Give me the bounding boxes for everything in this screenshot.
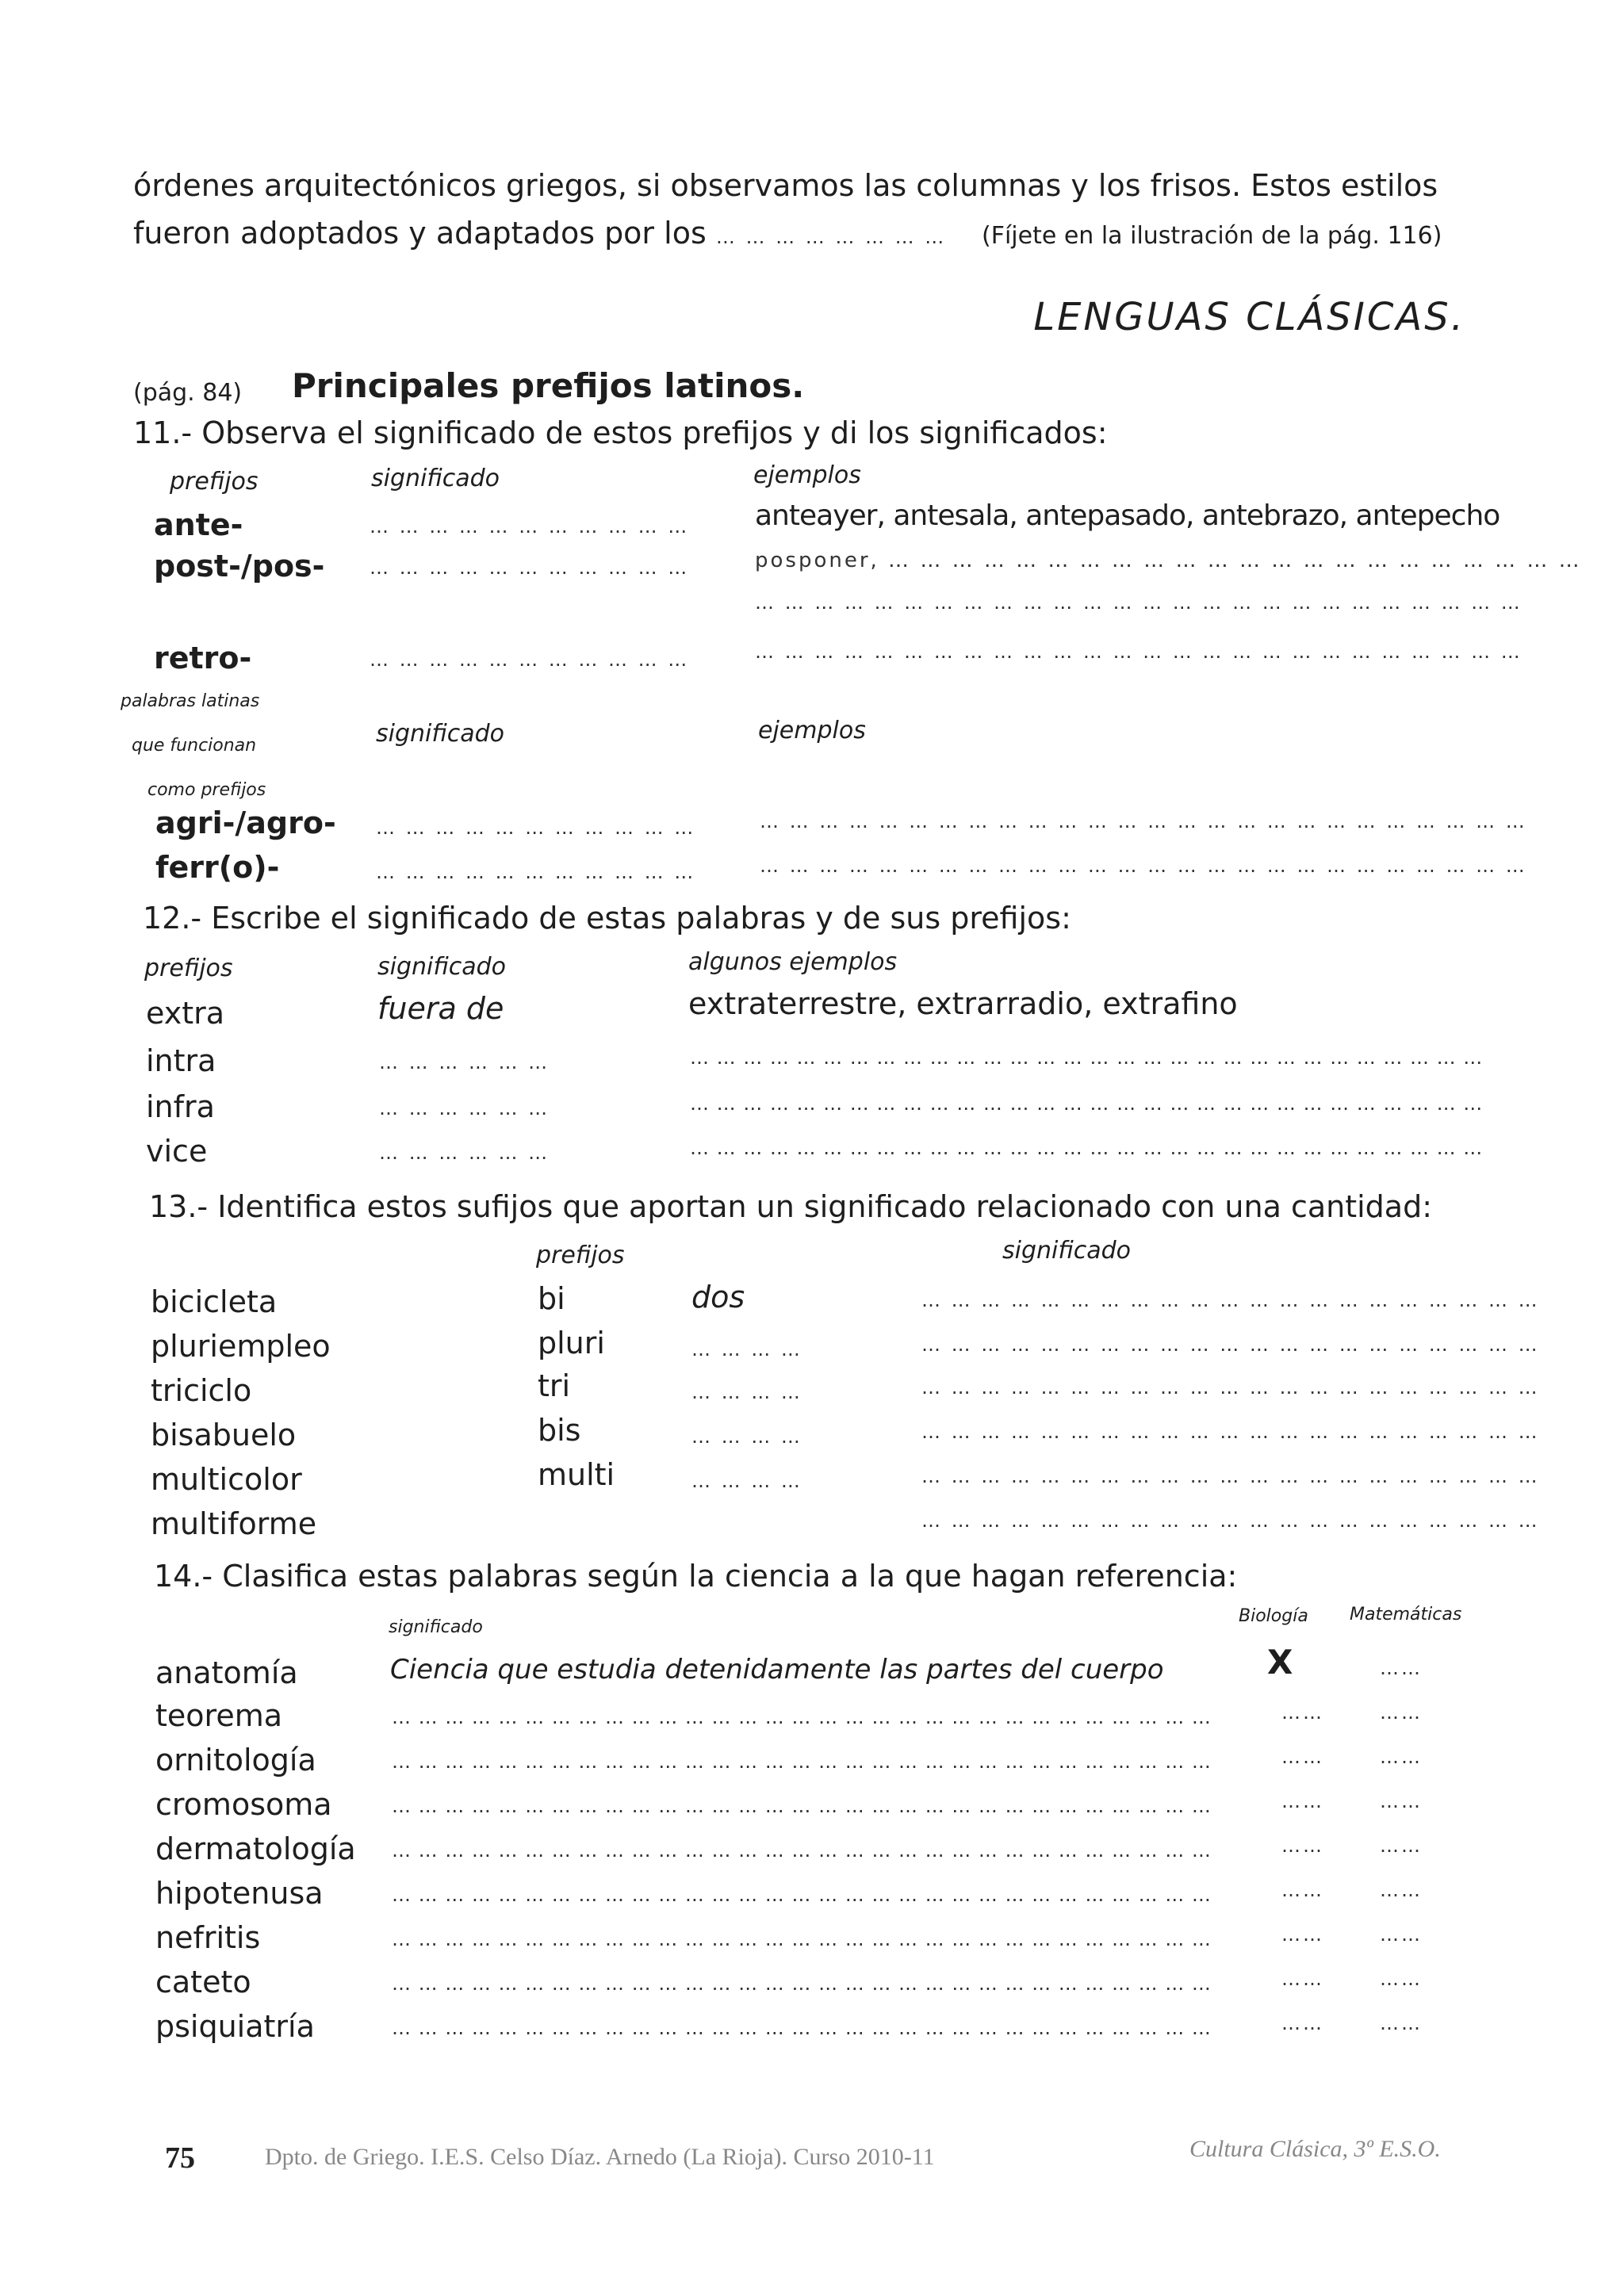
ex13-short: dos — [691, 1280, 745, 1314]
ex13-long: … … … … … … … … … … … … … … … … … … … … … — [921, 1510, 1540, 1532]
ex14-word: ornitología — [155, 1743, 316, 1777]
ex13-long: … … … … … … … … … … … … … … … … … … … … … — [921, 1376, 1540, 1399]
ex12-prefix-extra: extra — [146, 996, 225, 1031]
ex13-prefix: bis — [538, 1413, 581, 1448]
ex12-col-prefijos: prefijos — [144, 955, 233, 982]
ex14-meaning: … … … … … … … … … … … … … … … … … … … … … … … … … … … … … … … — [392, 1751, 1212, 1773]
ex14-bio: …… — [1281, 1701, 1324, 1724]
latin-examples-ferr: … … … … … … … … … … … … … … … … … … … … … … … … … … — [760, 855, 1527, 877]
latin-meaning-agri: … … … … … … … … … … … — [376, 817, 696, 839]
ex12-examples-extra: extraterrestre, extrarradio, extrafino — [688, 986, 1238, 1021]
latin-label-2: que funcionan — [132, 736, 257, 756]
ex14-bio: …… — [1281, 1790, 1324, 1812]
ex14-meaning: Ciencia que estudia detenidamente las partes del cuerpo — [390, 1654, 1164, 1686]
ex13-short: … … … … — [691, 1470, 802, 1492]
ex14-meaning: … … … … … … … … … … … … … … … … … … … … … … … … … … … … … … … — [392, 1795, 1212, 1817]
ex12-prefix-vice: vice — [146, 1134, 208, 1169]
ex14-mat: …… — [1380, 1923, 1423, 1946]
ex14-mat: …… — [1380, 1790, 1423, 1812]
ex11-col-significado: significado — [371, 465, 500, 492]
ex14-mat: …… — [1380, 1657, 1423, 1679]
latin-col-significado: significado — [376, 720, 505, 748]
ex12-prefix-infra: infra — [146, 1089, 215, 1124]
section-title: LENGUAS CLÁSICAS. — [1033, 295, 1465, 339]
intro-line-2-text: fueron adoptados y adaptados por los — [133, 216, 707, 251]
ex14-col-mat: Matemáticas — [1350, 1605, 1462, 1624]
ex13-long: … … … … … … … … … … … … … … … … … … … … … — [921, 1465, 1540, 1487]
ex11-prefix-ante: ante- — [154, 507, 243, 542]
ex14-word: nefritis — [155, 1920, 261, 1955]
ex13-long: … … … … … … … … … … … … … … … … … … … … … — [921, 1421, 1540, 1443]
ex11-meaning-ante: … … … … … … … … … … … — [370, 515, 690, 538]
ex11-meaning-retro: … … … … … … … … … … … — [370, 649, 690, 671]
intro-blank: … … … … … … … … — [715, 226, 947, 248]
ex13-short: … … … … — [691, 1381, 802, 1403]
ex12-col-significado: significado — [377, 953, 507, 981]
ex13-long: … … … … … … … … … … … … … … … … … … … … … — [921, 1289, 1540, 1311]
ex13-long: … … … … … … … … … … … … … … … … … … … … … — [921, 1334, 1540, 1356]
page-ref: (pág. 84) — [133, 379, 243, 407]
ex14-bio: …… — [1281, 2012, 1324, 2034]
ex14-word: anatomía — [155, 1655, 298, 1690]
ex14-mat: …… — [1380, 1879, 1423, 1901]
ex14-word: teorema — [155, 1698, 282, 1733]
ex13-prefix: tri — [538, 1368, 571, 1403]
ex14-word: psiquiatría — [155, 2009, 315, 2044]
ex14-meaning: … … … … … … … … … … … … … … … … … … … … … … … … … … … … … … … — [392, 1973, 1212, 1995]
ex11-examples-post-2: … … … … … … … … … … … … … … … … … … … … … … … … … … — [755, 591, 1522, 614]
latin-examples-agri: … … … … … … … … … … … … … … … … … … … … … … … … … … — [760, 810, 1527, 832]
ex14-meaning: … … … … … … … … … … … … … … … … … … … … … … … … … … … … … … … — [392, 2017, 1212, 2039]
ex14-bio: …… — [1281, 1835, 1324, 1857]
latin-prefix-ferr: ferr(o)- — [155, 850, 280, 885]
ex14-bio-mark: X — [1267, 1643, 1293, 1682]
intro-note: (Fíjete en la ilustración de la pág. 116) — [982, 222, 1442, 250]
latin-label-1: palabras latinas — [121, 691, 260, 711]
ex13-word: multiforme — [151, 1506, 317, 1541]
ex12-title: 12.- Escribe el significado de estas palabras y de sus prefijos: — [143, 901, 1071, 936]
ex13-prefix: pluri — [538, 1326, 605, 1360]
ex12-meaning-vice: … … … … … … — [379, 1142, 550, 1164]
ex14-meaning: … … … … … … … … … … … … … … … … … … … … … … … … … … … … … … … — [392, 1884, 1212, 1906]
ex13-col-significado: significado — [1002, 1237, 1132, 1265]
heading-title: Principales prefijos latinos. — [292, 366, 805, 405]
ex11-title: 11.- Observa el significado de estos prefijos y di los significados: — [133, 415, 1108, 450]
latin-label-3: como prefijos — [147, 780, 266, 800]
ex14-col-bio: Biología — [1239, 1606, 1308, 1626]
ex12-prefix-intra: intra — [146, 1043, 216, 1078]
ex14-mat: …… — [1380, 2012, 1423, 2034]
ex11-examples-retro: … … … … … … … … … … … … … … … … … … … … … … … … … … — [755, 641, 1522, 663]
page-number: 75 — [165, 2141, 195, 2175]
ex14-word: dermatología — [155, 1831, 356, 1866]
intro-line-2 — [133, 216, 946, 251]
ex11-col-prefijos: prefijos — [170, 468, 259, 496]
ex14-bio: …… — [1281, 1968, 1324, 1990]
ex14-title: 14.- Clasifica estas palabras según la ciencia a la que hagan referencia: — [154, 1559, 1238, 1594]
ex12-examples-infra: … … … … … … … … … … … … … … … … … … … … … … … … … … … … … … — [690, 1093, 1484, 1115]
ex14-bio: …… — [1281, 1746, 1324, 1768]
ex13-word: bicicleta — [151, 1284, 278, 1319]
ex11-meaning-post: … … … … … … … … … … … — [370, 557, 690, 579]
ex13-col-prefijos: prefijos — [536, 1242, 625, 1269]
ex12-col-ejemplos: algunos ejemplos — [688, 948, 898, 976]
ex14-bio: …… — [1281, 1879, 1324, 1901]
ex11-prefix-post: post-/pos- — [154, 549, 325, 584]
ex11-prefix-retro: retro- — [154, 641, 252, 675]
footer-course: Cultura Clásica, 3º E.S.O. — [1189, 2136, 1441, 2162]
ex13-word: triciclo — [151, 1373, 252, 1408]
ex14-meaning: … … … … … … … … … … … … … … … … … … … … … … … … … … … … … … … — [392, 1706, 1212, 1728]
ex13-word: multicolor — [151, 1462, 302, 1497]
ex12-examples-vice: … … … … … … … … … … … … … … … … … … … … … … … … … … … … … … — [690, 1137, 1484, 1159]
ex11-examples-post: posponer, … … … … … … … … … … … … … … … … … … … … … … — [755, 549, 1582, 572]
ex13-short: … … … … — [691, 1338, 802, 1360]
ex14-word: hipotenusa — [155, 1876, 324, 1911]
ex14-meaning: … … … … … … … … … … … … … … … … … … … … … … … … … … … … … … … — [392, 1839, 1212, 1862]
ex11-examples-ante: anteayer, antesala, antepasado, antebrazo, antepecho — [755, 499, 1500, 532]
ex13-short: … … … … — [691, 1425, 802, 1448]
ex14-mat: …… — [1380, 1746, 1423, 1768]
footer-dept: Dpto. de Griego. I.E.S. Celso Díaz. Arnedo (La Rioja). Curso 2010-11 — [265, 2144, 935, 2170]
ex14-meaning: … … … … … … … … … … … … … … … … … … … … … … … … … … … … … … … — [392, 1928, 1212, 1950]
ex12-meaning-infra: … … … … … … — [379, 1097, 550, 1119]
ex14-mat: …… — [1380, 1968, 1423, 1990]
latin-meaning-ferr: … … … … … … … … … … … — [376, 861, 696, 883]
ex14-word: cromosoma — [155, 1787, 332, 1822]
latin-prefix-agri: agri-/agro- — [155, 806, 336, 840]
ex12-examples-intra: … … … … … … … … … … … … … … … … … … … … … … … … … … … … … … — [690, 1047, 1484, 1069]
ex14-col-significado: significado — [389, 1617, 483, 1637]
ex14-mat: …… — [1380, 1835, 1423, 1857]
ex13-word: bisabuelo — [151, 1418, 297, 1452]
latin-col-ejemplos: ejemplos — [758, 717, 866, 744]
ex12-meaning-intra: … … … … … … — [379, 1051, 550, 1073]
ex13-word: pluriempleo — [151, 1329, 331, 1364]
intro-line-1: órdenes arquitectónicos griegos, si observamos las columnas y los frisos. Estos estilos — [133, 168, 1438, 203]
ex13-title: 13.- Identifica estos sufijos que aportan un significado relacionado con una cantidad: — [149, 1189, 1433, 1224]
ex13-prefix: bi — [538, 1281, 565, 1316]
ex12-meaning-extra: fuera de — [377, 991, 504, 1026]
ex14-word: cateto — [155, 1965, 251, 1999]
ex13-prefix: multi — [538, 1457, 615, 1492]
ex11-col-ejemplos: ejemplos — [753, 461, 861, 489]
ex14-bio: …… — [1281, 1923, 1324, 1946]
ex14-mat: …… — [1380, 1701, 1423, 1724]
